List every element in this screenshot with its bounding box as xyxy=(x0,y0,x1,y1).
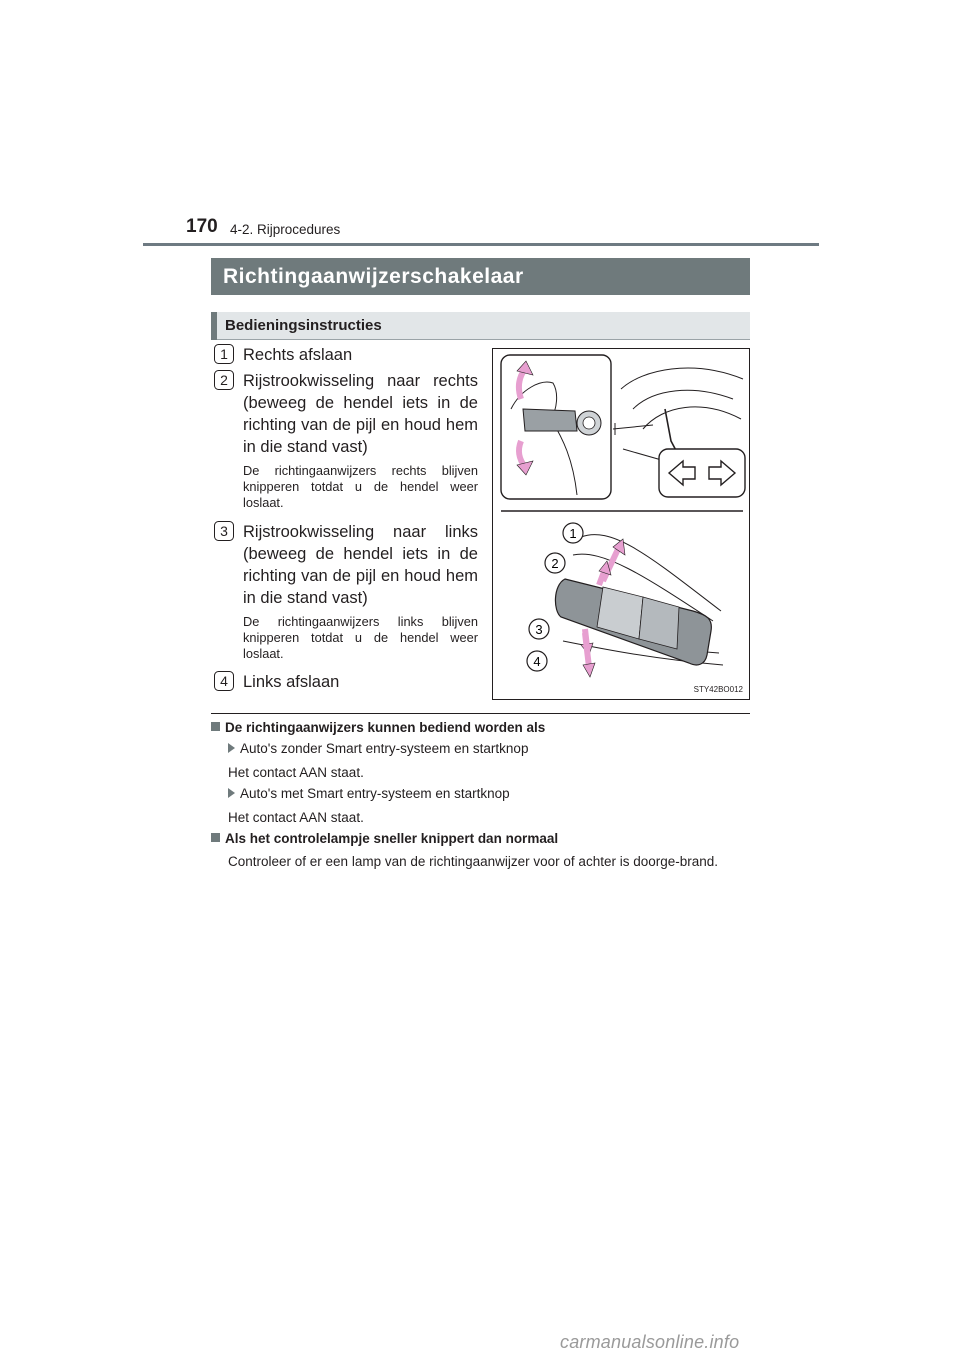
figure-code: STY42BO012 xyxy=(693,685,743,694)
callout-2: 2 xyxy=(551,556,559,571)
section-reference: 4-2. Rijprocedures xyxy=(230,222,341,237)
note-paragraph-2: Controleer of er een lamp van de richtingaanwijzer voor of achter is doorge-brand. xyxy=(228,854,719,869)
step-title-4: Links afslaan xyxy=(243,673,340,691)
step-title-1: Rechts afslaan xyxy=(243,346,353,364)
step-title-3: Rijstrookwisseling naar links (beweeg de hendel iets in de richting van de pijl en houd hem in die stand vast) xyxy=(243,523,478,607)
note-item-label-1: Auto's zonder Smart entry-systeem en startknop xyxy=(228,741,528,756)
note-heading-2: Als het controlelampje sneller knippert dan normaal xyxy=(211,831,558,846)
step-number-2-icon xyxy=(214,370,234,390)
svg-text:2: 2 xyxy=(220,372,228,388)
step-title-2: Rijstrookwisseling naar rechts (beweeg de hendel iets in de richting van de pijl en houd hem in die stand vast) xyxy=(243,372,478,456)
step-number-3-icon xyxy=(214,521,234,541)
lever-drawing xyxy=(493,349,749,699)
step-note-2: De richtingaanwijzers rechts blijven knipperen totdat u de hendel weer loslaat. xyxy=(243,463,478,510)
header-rule xyxy=(143,243,819,246)
note-item-text-1: Het contact AAN staat. xyxy=(228,765,364,780)
triangle-bullet-icon xyxy=(228,788,235,798)
callout-3: 3 xyxy=(535,622,543,637)
svg-text:4: 4 xyxy=(220,673,228,689)
step-note-3: De richtingaanwijzers links blijven knipperen totdat u de hendel weer loslaat. xyxy=(243,614,478,661)
section-title: Richtingaanwijzerschakelaar xyxy=(211,258,750,295)
callout-1: 1 xyxy=(569,526,577,541)
footer-watermark: carmanualsonline.info xyxy=(560,1332,740,1352)
turn-signal-lever-illustration xyxy=(492,348,750,700)
subsection-title: Bedieningsinstructies xyxy=(211,312,750,340)
page-number: 170 xyxy=(186,216,218,237)
svg-text:3: 3 xyxy=(220,523,228,539)
note-heading-1: De richtingaanwijzers kunnen bediend worden als xyxy=(211,720,545,735)
callout-4: 4 xyxy=(533,654,541,669)
square-bullet-icon xyxy=(211,833,220,842)
square-bullet-icon xyxy=(211,722,220,731)
note-item-label-2: Auto's met Smart entry-systeem en startknop xyxy=(228,786,510,801)
svg-text:1: 1 xyxy=(220,346,228,362)
step-number-4-icon xyxy=(214,671,234,691)
step-number-1-icon xyxy=(214,344,234,364)
triangle-bullet-icon xyxy=(228,743,235,753)
note-item-text-2: Het contact AAN staat. xyxy=(228,810,364,825)
notes-divider xyxy=(211,713,750,714)
